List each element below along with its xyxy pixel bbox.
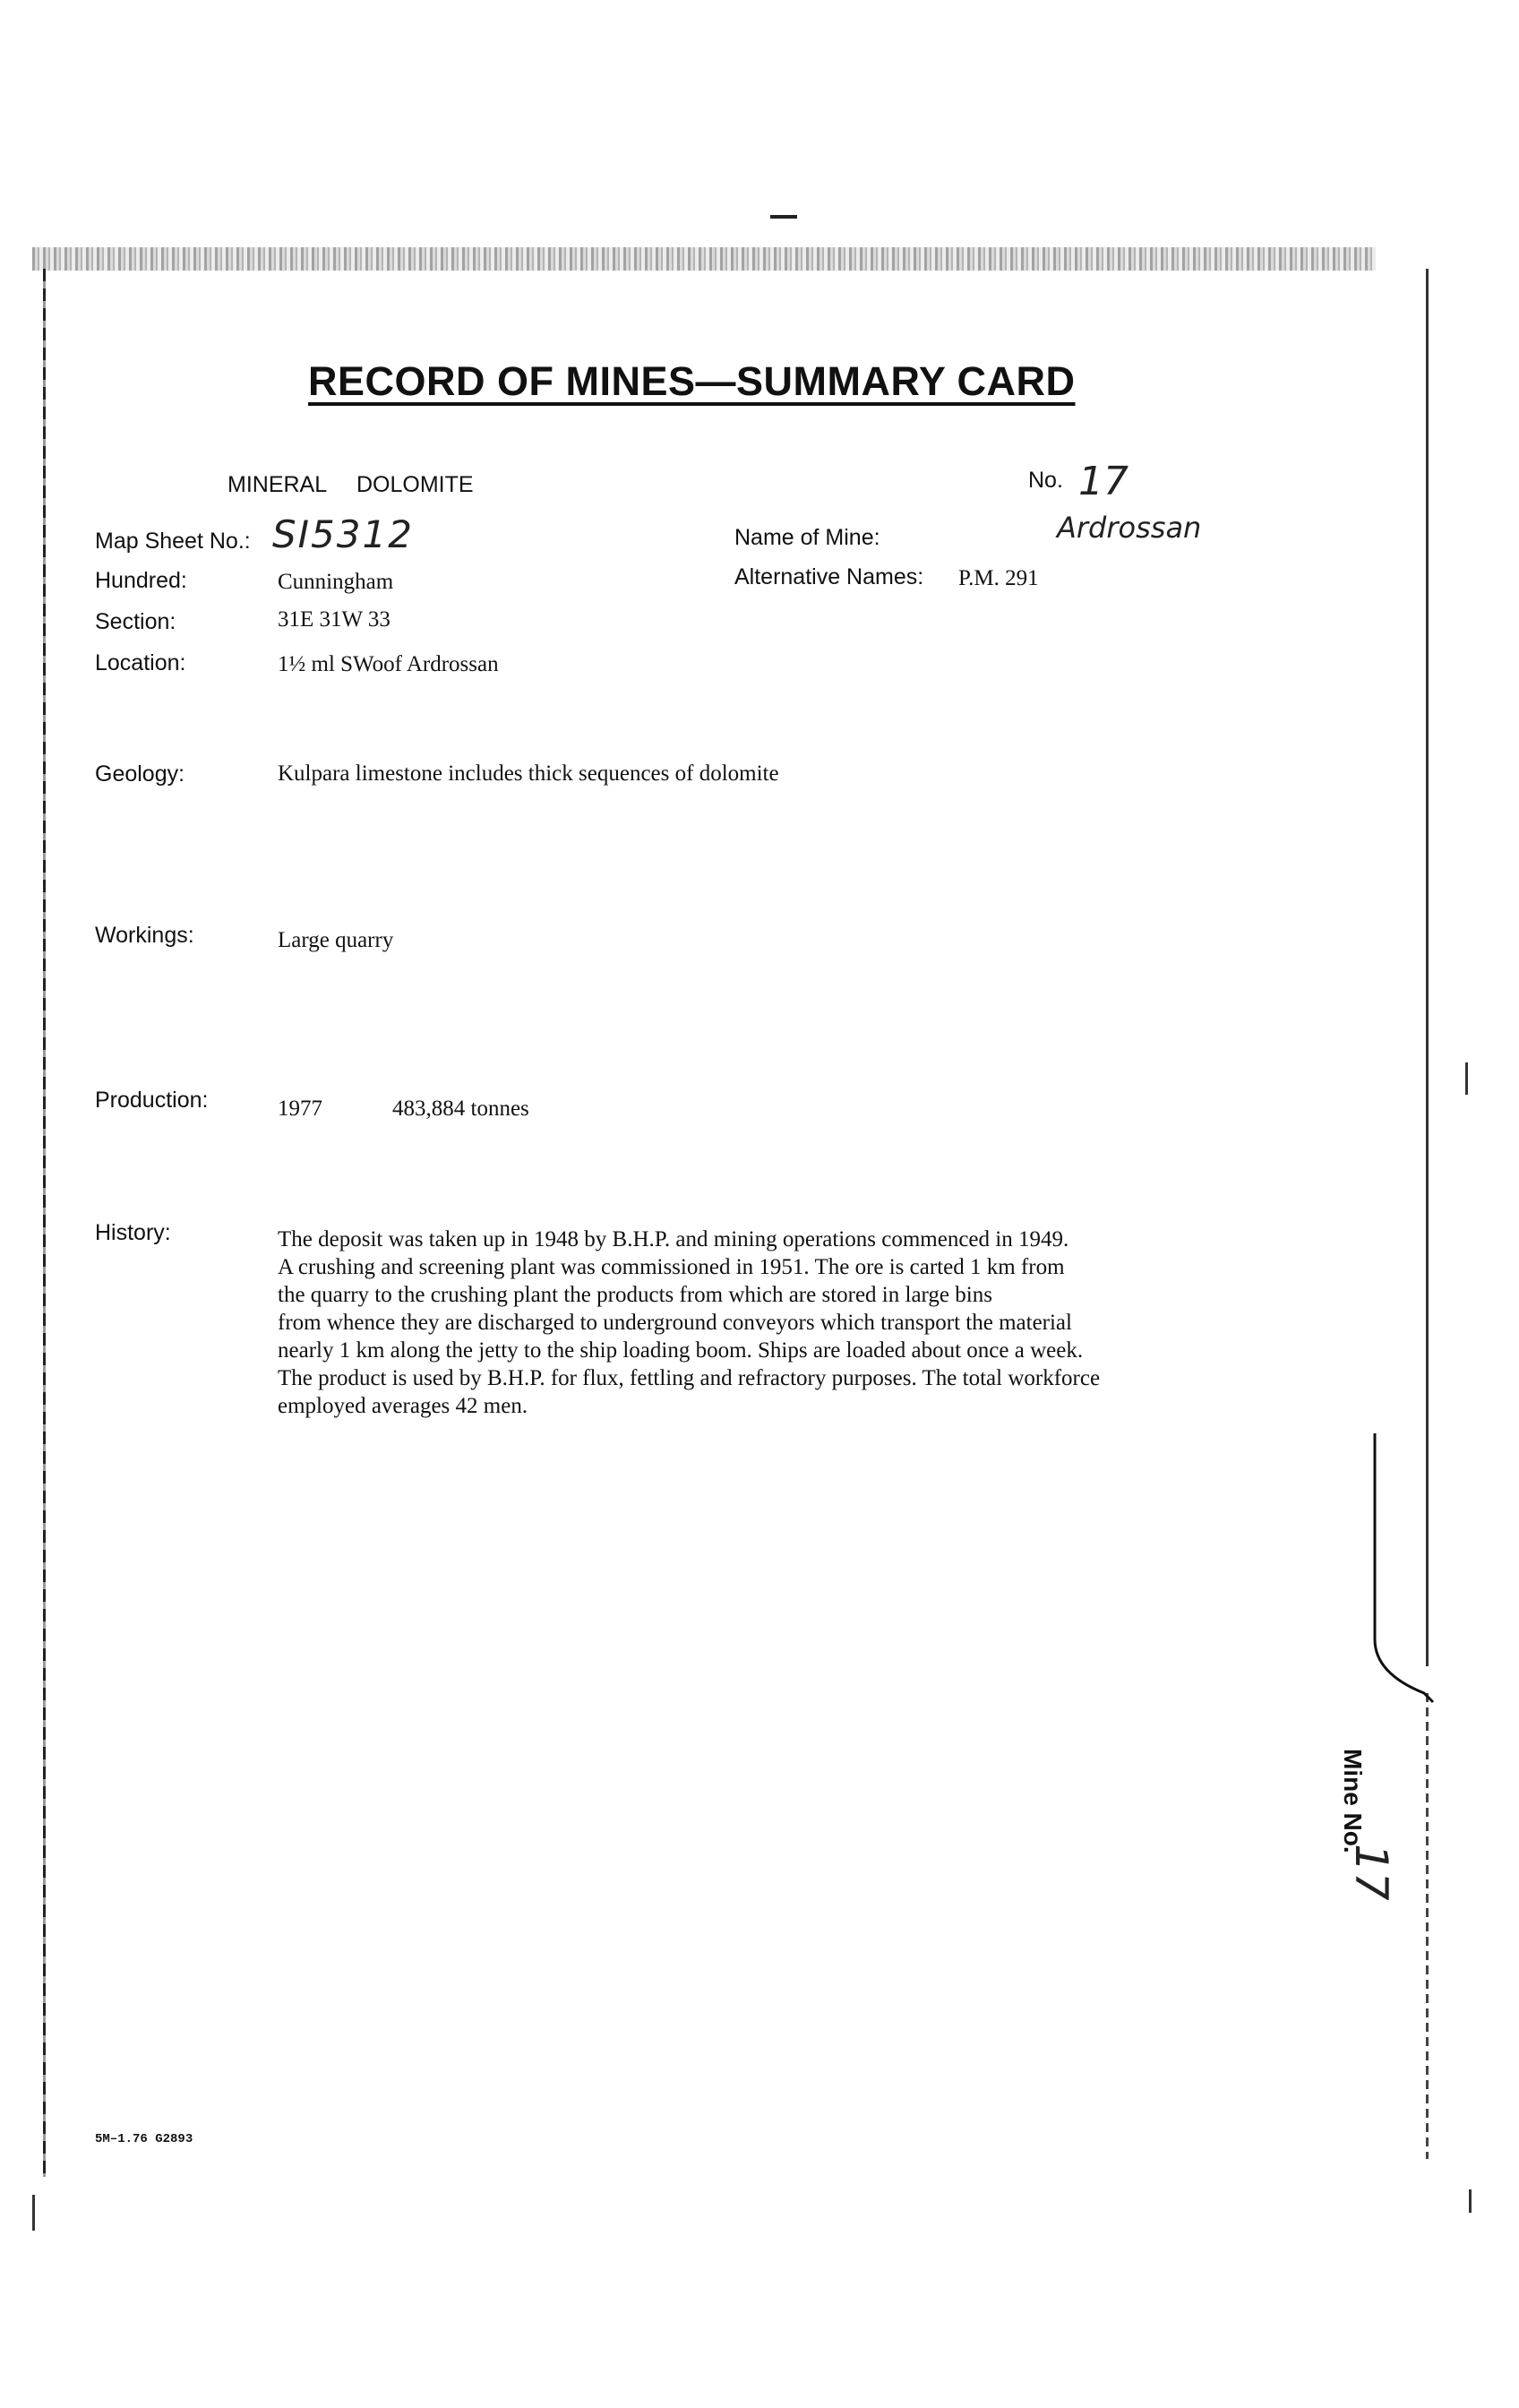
scan-mark <box>1469 2189 1472 2213</box>
scan-mark <box>770 215 797 219</box>
mineral-label: MINERAL <box>227 472 328 497</box>
index-tab-label: Mine No. <box>1339 1749 1367 1853</box>
name-of-mine-value: Ardrossan <box>1057 511 1202 545</box>
card-no-value: 17 <box>1078 459 1129 504</box>
section-label: Section: <box>95 609 176 634</box>
card-title: RECORD OF MINES—SUMMARY CARD <box>308 358 1076 404</box>
location-label: Location: <box>95 650 186 675</box>
production-year: 1977 <box>278 1096 322 1121</box>
form-code: 5M–1.76 G2893 <box>95 2132 193 2146</box>
mineral-value: DOLOMITE <box>356 472 474 497</box>
map-sheet-value: SI5312 <box>272 512 414 556</box>
card-left-edge <box>43 269 46 2177</box>
history-line: nearly 1 km along the jetty to the ship loading boom. Ships are loaded about once a week. <box>278 1338 1084 1363</box>
workings-value: Large quarry <box>278 928 394 952</box>
history-line: The product is used by B.H.P. for flux, fettling and refractory purposes. The total workforce <box>278 1366 1101 1390</box>
section-value: 31E 31W 33 <box>278 607 390 632</box>
history-text <box>278 1226 1263 1420</box>
workings-label: Workings: <box>95 923 194 948</box>
history-label: History: <box>95 1220 171 1245</box>
production-amount: 483,884 tonnes <box>392 1096 529 1121</box>
hundred-label: Hundred: <box>95 568 187 593</box>
card-right-edge-lower <box>1426 1693 1429 2159</box>
production-label: Production: <box>95 1088 209 1113</box>
history-line: A crushing and screening plant was commissioned in 1951. The ore is carted 1 km from <box>278 1255 1065 1279</box>
history-line: the quarry to the crushing plant the products from which are stored in large bins <box>278 1283 992 1307</box>
history-line: from whence they are discharged to underground conveyors which transport the material <box>278 1311 1072 1335</box>
card-top-edge <box>32 247 1376 271</box>
hundred-value: Cunningham <box>278 570 394 594</box>
history-line: employed averages 42 men. <box>278 1394 528 1418</box>
location-value: 1½ ml SWoof Ardrossan <box>278 652 499 676</box>
scan-mark <box>1465 1062 1468 1095</box>
geology-label: Geology: <box>95 761 185 787</box>
alternative-names-label: Alternative Names: <box>734 564 924 589</box>
geology-value: Kulpara limestone includes thick sequences of dolomite <box>278 761 779 786</box>
index-tab-number: 17 <box>1345 1844 1397 1901</box>
card-no-label: No. <box>1028 468 1063 493</box>
alternative-names-value: P.M. 291 <box>958 566 1039 590</box>
map-sheet-label: Map Sheet No.: <box>95 529 251 554</box>
index-tab-outline <box>1370 1433 1451 1720</box>
history-line: The deposit was taken up in 1948 by B.H.P. and mining operations commenced in 1949. <box>278 1227 1069 1251</box>
name-of-mine-label: Name of Mine: <box>734 525 880 550</box>
scan-mark <box>32 2195 35 2231</box>
